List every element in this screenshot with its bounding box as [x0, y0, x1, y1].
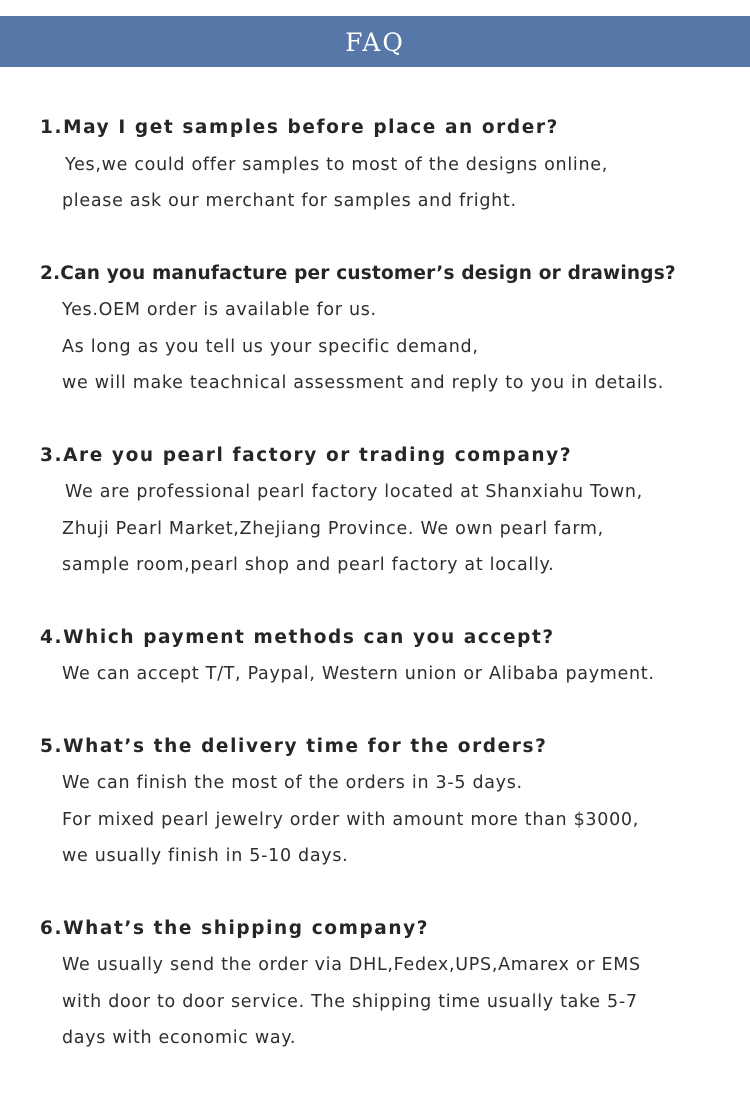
answer-line: We can accept T/T, Paypal, Western union or Alibaba payment.	[62, 664, 655, 684]
faq-answer	[40, 947, 740, 1057]
faq-item-delivery	[40, 729, 740, 875]
answer-line: For mixed pearl jewelry order with amount more than $3000,	[62, 809, 640, 830]
faq-item-factory	[40, 438, 740, 584]
answer-line: with door to door service. The shipping time usually take 5-7	[62, 991, 638, 1012]
faq-item-manufacture	[40, 256, 740, 402]
faq-answer	[40, 292, 740, 402]
answer-line: days with economic way.	[62, 1028, 297, 1048]
faq-answer	[40, 474, 740, 584]
answer-line: we usually finish in 5-10 days.	[62, 846, 349, 866]
faq-answer	[40, 656, 740, 693]
answer-line: We are professional pearl factory located at Shanxiahu Town,	[65, 482, 643, 502]
faq-question: 3.Are you pearl factory or trading company?	[40, 444, 573, 466]
faq-item-payment	[40, 620, 740, 693]
faq-question: 6.What’s the shipping company?	[40, 917, 430, 939]
answer-line: We can finish the most of the orders in 3-5 days.	[62, 773, 523, 793]
faq-question: 4.Which payment methods can you accept?	[40, 626, 555, 648]
faq-question: 1.May I get samples before place an order?	[40, 117, 559, 138]
answer-line: Yes.OEM order is available for us.	[62, 300, 377, 320]
faq-item-samples	[40, 110, 740, 220]
answer-line: please ask our merchant for samples and fright.	[62, 191, 517, 211]
answer-line: we will make teachnical assessment and reply to you in details.	[62, 373, 665, 393]
answer-line: Yes,we could offer samples to most of the designs online,	[65, 154, 608, 175]
faq-question: 2.Can you manufacture per customer’s design or drawings?	[40, 262, 676, 284]
faq-header-banner	[0, 16, 750, 67]
answer-line: sample room,pearl shop and pearl factory at locally.	[62, 555, 555, 575]
answer-line: We usually send the order via DHL,Fedex,UPS,Amarex or EMS	[62, 955, 641, 975]
faq-answer	[40, 147, 740, 220]
faq-question: 5.What’s the delivery time for the orders?	[40, 735, 548, 757]
faq-item-shipping	[40, 911, 740, 1057]
page-title: FAQ	[345, 28, 405, 57]
answer-line: As long as you tell us your specific demand,	[62, 336, 479, 357]
answer-line: Zhuji Pearl Market,Zhejiang Province. We own pearl farm,	[62, 518, 604, 539]
faq-list	[40, 110, 740, 1093]
faq-answer	[40, 765, 740, 875]
